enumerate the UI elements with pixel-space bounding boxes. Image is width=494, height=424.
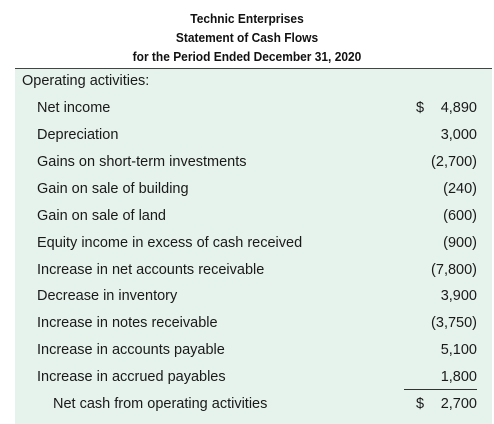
line-item-row — [15, 122, 492, 149]
line-item-row — [15, 310, 492, 337]
total-amount: 2,700 — [440, 396, 477, 412]
line-item-label: Increase in accrued payables — [37, 369, 226, 385]
line-item-row — [15, 203, 492, 230]
line-item-row — [15, 149, 492, 176]
line-item-amount: (3,750) — [431, 315, 477, 331]
line-item-amount: (240) — [443, 181, 477, 197]
statement-period: for the Period Ended December 31, 2020 — [132, 49, 362, 64]
line-item-amount: (2,700) — [431, 154, 477, 170]
statement-title: Statement of Cash Flows — [175, 30, 319, 45]
line-item-row — [15, 230, 492, 257]
line-item-amount: (600) — [443, 208, 477, 224]
line-item-label: Gain on sale of building — [37, 181, 189, 197]
line-item-amount: 3,900 — [440, 288, 477, 304]
statement-header — [20, 9, 474, 66]
dollar-sign: $ — [416, 396, 425, 412]
section-heading: Operating activities: — [22, 73, 150, 89]
line-item-amount: 3,000 — [440, 127, 477, 143]
line-item-label: Gain on sale of land — [37, 208, 166, 224]
line-item-row — [15, 257, 492, 284]
line-item-row — [15, 283, 492, 310]
line-item-row — [15, 176, 492, 203]
total-label: Net cash from operating activities — [53, 396, 268, 412]
line-item-label: Equity income in excess of cash received — [37, 235, 303, 251]
line-item-row — [15, 95, 492, 122]
line-item-label: Net income — [37, 100, 111, 116]
line-item-row — [15, 337, 492, 364]
line-item-amount: (7,800) — [431, 262, 477, 278]
total-row — [15, 391, 492, 418]
line-item-row — [15, 364, 492, 391]
line-item-amount: 4,890 — [440, 100, 477, 116]
dollar-sign: $ — [416, 100, 425, 116]
line-item-amount: 5,100 — [440, 342, 477, 358]
line-item-label: Depreciation — [37, 127, 119, 143]
line-item-label: Increase in notes receivable — [37, 315, 218, 331]
line-item-amount: 1,800 — [440, 369, 477, 385]
line-item-amount: (900) — [443, 235, 477, 251]
subtotal-rule — [404, 389, 477, 390]
line-item-label: Increase in accounts payable — [37, 342, 225, 358]
company-name: Technic Enterprises — [190, 11, 304, 26]
line-item-label: Gains on short-term investments — [37, 154, 247, 170]
line-item-label: Increase in net accounts receivable — [37, 262, 265, 278]
line-item-label: Decrease in inventory — [37, 288, 178, 304]
